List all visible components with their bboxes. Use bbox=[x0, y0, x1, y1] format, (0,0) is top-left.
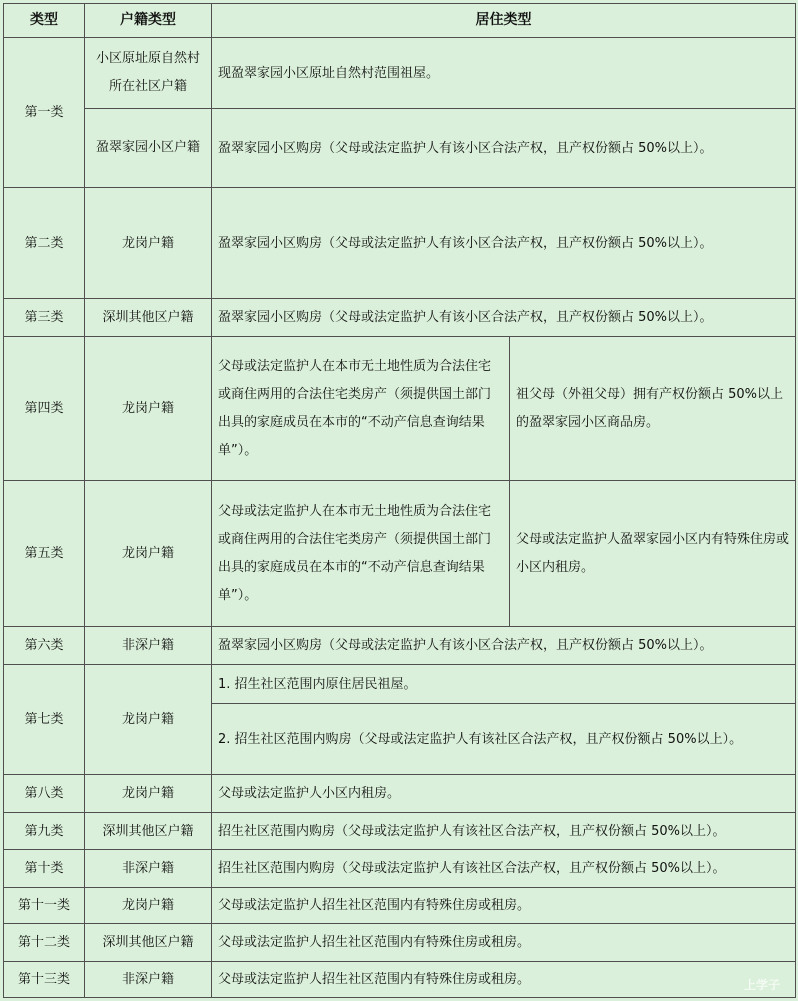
row-residence-b: 父母或法定监护人盈翠家园小区内有特殊住房或小区内租房。 bbox=[510, 481, 796, 627]
row-residence: 父母或法定监护人小区内租房。 bbox=[212, 775, 796, 813]
table-row bbox=[4, 962, 796, 998]
row-type: 第八类 bbox=[4, 775, 85, 813]
table-row bbox=[4, 888, 796, 924]
row-residence: 1. 招生社区范围内原住居民祖屋。 bbox=[212, 665, 796, 704]
table-row bbox=[4, 775, 796, 813]
watermark: 上学子 bbox=[743, 978, 780, 992]
row-residence: 盈翠家园小区购房（父母或法定监护人有该小区合法产权，且产权份额占 50%以上）。 bbox=[212, 627, 796, 665]
row-hukou: 龙岗户籍 bbox=[85, 337, 212, 481]
row-hukou: 非深户籍 bbox=[85, 962, 212, 998]
row-residence: 盈翠家园小区购房（父母或法定监护人有该小区合法产权，且产权份额占 50%以上）。 bbox=[212, 188, 796, 299]
row-residence: 盈翠家园小区购房（父母或法定监护人有该小区合法产权，且产权份额占 50%以上）。 bbox=[212, 299, 796, 337]
table-row bbox=[4, 337, 796, 481]
row-hukou: 龙岗户籍 bbox=[85, 888, 212, 924]
row-type: 第二类 bbox=[4, 188, 85, 299]
row-hukou: 深圳其他区户籍 bbox=[85, 924, 212, 962]
header-type: 类型 bbox=[4, 4, 85, 38]
row-type: 第三类 bbox=[4, 299, 85, 337]
row-residence: 招生社区范围内购房（父母或法定监护人有该社区合法产权，且产权份额占 50%以上）。 bbox=[212, 850, 796, 888]
row-type: 第十三类 bbox=[4, 962, 85, 998]
row-type: 第一类 bbox=[4, 38, 85, 188]
row-residence-a: 父母或法定监护人在本市无土地性质为合法住宅或商住两用的合法住宅类房产（须提供国土部门出具的家庭成员在本市的“不动产信息查询结果单”）。 bbox=[212, 481, 510, 627]
table-row bbox=[4, 38, 796, 109]
table-row bbox=[4, 109, 796, 188]
row-hukou: 非深户籍 bbox=[85, 627, 212, 665]
table-row bbox=[4, 924, 796, 962]
residence-category-table bbox=[3, 3, 796, 998]
table-row bbox=[4, 665, 796, 704]
table-row bbox=[4, 850, 796, 888]
row-type: 第六类 bbox=[4, 627, 85, 665]
row-hukou: 小区原址原自然村所在社区户籍 bbox=[85, 38, 212, 109]
header-hukou: 户籍类型 bbox=[85, 4, 212, 38]
table-row bbox=[4, 627, 796, 665]
row-residence: 父母或法定监护人招生社区范围内有特殊住房或租房。 bbox=[212, 962, 796, 998]
row-type: 第五类 bbox=[4, 481, 85, 627]
table-row bbox=[4, 813, 796, 850]
row-hukou: 深圳其他区户籍 bbox=[85, 813, 212, 850]
row-residence: 父母或法定监护人招生社区范围内有特殊住房或租房。 bbox=[212, 888, 796, 924]
row-type: 第十类 bbox=[4, 850, 85, 888]
row-residence: 现盈翠家园小区原址自然村范围祖屋。 bbox=[212, 38, 796, 109]
table-row bbox=[4, 481, 796, 627]
row-hukou: 龙岗户籍 bbox=[85, 775, 212, 813]
row-residence: 2. 招生社区范围内购房（父母或法定监护人有该社区合法产权，且产权份额占 50%以上）。 bbox=[212, 704, 796, 775]
row-hukou: 深圳其他区户籍 bbox=[85, 299, 212, 337]
row-residence: 盈翠家园小区购房（父母或法定监护人有该小区合法产权，且产权份额占 50%以上）。 bbox=[212, 109, 796, 188]
table-row bbox=[4, 188, 796, 299]
table-header-row bbox=[4, 4, 796, 38]
row-type: 第七类 bbox=[4, 665, 85, 775]
row-type: 第十二类 bbox=[4, 924, 85, 962]
row-hukou: 龙岗户籍 bbox=[85, 665, 212, 775]
row-type: 第四类 bbox=[4, 337, 85, 481]
row-type: 第九类 bbox=[4, 813, 85, 850]
row-residence: 父母或法定监护人招生社区范围内有特殊住房或租房。 bbox=[212, 924, 796, 962]
row-hukou: 龙岗户籍 bbox=[85, 481, 212, 627]
row-hukou: 盈翠家园小区户籍 bbox=[85, 109, 212, 188]
row-residence: 招生社区范围内购房（父母或法定监护人有该社区合法产权，且产权份额占 50%以上）。 bbox=[212, 813, 796, 850]
row-residence-a: 父母或法定监护人在本市无土地性质为合法住宅或商住两用的合法住宅类房产（须提供国土部门出具的家庭成员在本市的“不动产信息查询结果单”）。 bbox=[212, 337, 510, 481]
table-row bbox=[4, 299, 796, 337]
row-residence-b: 祖父母（外祖父母）拥有产权份额占 50%以上的盈翠家园小区商品房。 bbox=[510, 337, 796, 481]
row-type: 第十一类 bbox=[4, 888, 85, 924]
row-hukou: 非深户籍 bbox=[85, 850, 212, 888]
header-residence: 居住类型 bbox=[212, 4, 796, 38]
row-hukou: 龙岗户籍 bbox=[85, 188, 212, 299]
